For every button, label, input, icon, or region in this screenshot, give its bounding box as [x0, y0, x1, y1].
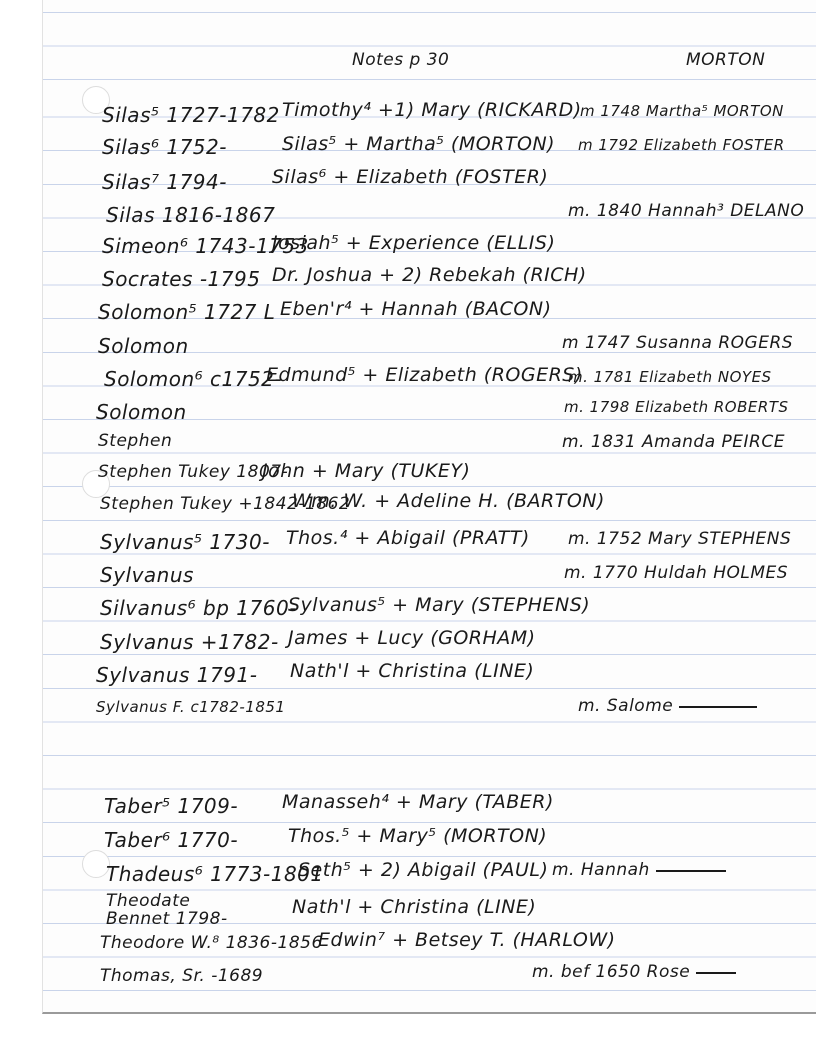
entry-parents: Nath'l + Christina (LINE) — [290, 660, 535, 682]
entry-marriage: m 1748 Martha⁵ MORTON — [580, 102, 784, 120]
entry-name: Silas⁶ 1752- — [102, 135, 227, 159]
blank-line — [696, 971, 736, 974]
entry-marriage: m 1747 Susanna ROGERS — [562, 333, 794, 353]
entry-name: Solomon⁶ c1752- — [104, 367, 283, 391]
blank-line — [679, 705, 757, 708]
entry-parents: Josiah⁵ + Experience (ELLIS) — [272, 232, 556, 254]
entry-marriage: m. 1781 Elizabeth NOYES — [568, 368, 772, 386]
entry-name: Sylvanus — [100, 563, 194, 587]
entry-marriage: m. 1770 Huldah HOLMES — [564, 563, 789, 583]
entry-parents: Dr. Joshua + 2) Rebekah (RICH) — [272, 264, 587, 286]
entry-marriage: m 1792 Elizabeth FOSTER — [578, 136, 785, 154]
entry-parents: Silas⁵ + Martha⁵ (MORTON) — [282, 133, 556, 155]
entry-name: Silas 1816-1867 — [106, 203, 276, 227]
entry-parents: Nath'l + Christina (LINE) — [292, 896, 537, 918]
entry-name: Taber⁵ 1709- — [104, 794, 239, 818]
page-notes-label: Notes p 30 — [352, 50, 450, 70]
entry-name: Thomas, Sr. -1689 — [100, 966, 264, 986]
entry-parents: Sylvanus⁵ + Mary (STEPHENS) — [288, 594, 591, 616]
entry-name: Solomon — [96, 400, 187, 424]
entry-marriage: m. 1752 Mary STEPHENS — [568, 529, 792, 549]
entry-marriage: m. 1798 Elizabeth ROBERTS — [564, 398, 789, 416]
entry-name: Solomon — [98, 334, 189, 358]
entry-parents: Manasseh⁴ + Mary (TABER) — [282, 791, 554, 813]
entry-name: Sylvanus⁵ 1730- — [100, 530, 270, 554]
entry-name: Silas⁵ 1727-1782 — [102, 103, 280, 127]
entry-name: Sylvanus 1791- — [96, 663, 258, 687]
entry-name: Silas⁷ 1794- — [102, 170, 227, 194]
entry-parents: John + Mary (TUKEY) — [262, 460, 471, 482]
entry-marriage: m. 1831 Amanda PEIRCE — [562, 432, 785, 452]
entry-name: Socrates -1795 — [102, 267, 261, 291]
entry-marriage: m. 1840 Hannah³ DELANO — [568, 201, 805, 221]
entry-name: Stephen Tukey +1842-1862 — [100, 494, 351, 514]
entry-parents: Edwin⁷ + Betsey T. (HARLOW) — [318, 929, 616, 951]
entry-parents: Thos.⁵ + Mary⁵ (MORTON) — [288, 825, 548, 847]
page-surname: MORTON — [686, 50, 766, 70]
entry-parents: Thos.⁴ + Abigail (PRATT) — [286, 527, 530, 549]
entry-parents: Silas⁶ + Elizabeth (FOSTER) — [272, 166, 549, 188]
entry-name: Solomon⁵ 1727 L — [98, 300, 276, 324]
entry-name: Thadeus⁶ 1773-1801 — [106, 862, 324, 886]
entry-name: Stephen — [98, 431, 173, 451]
entry-name: Stephen Tukey 1807- — [98, 462, 289, 482]
entry-marriage — [532, 962, 736, 982]
entry-marriage — [578, 696, 757, 716]
entry-name: Sylvanus F. c1782-1851 — [96, 698, 286, 716]
entry-parents: Timothy⁴ +1) Mary (RICKARD) — [282, 99, 582, 121]
entry-name: Simeon⁶ 1743-1753 — [102, 234, 309, 258]
entry-marriage — [552, 860, 726, 880]
entry-name: Theodore W.⁸ 1836-1856 — [100, 933, 323, 953]
entry-name: Taber⁶ 1770- — [104, 828, 239, 852]
entry-parents: Seth⁵ + 2) Abigail (PAUL) — [298, 859, 549, 881]
entry-marriage-text: m. Salome — [578, 696, 674, 716]
entry-marriage-text: m. Hannah — [552, 860, 650, 880]
entry-parents: Eben'r⁴ + Hannah (BACON) — [280, 298, 552, 320]
entry-parents: James + Lucy (GORHAM) — [288, 627, 536, 649]
entry-parents: Wm. W. + Adeline H. (BARTON) — [292, 490, 605, 512]
entry-name: Theodate Bennet 1798- — [106, 891, 228, 929]
blank-line — [656, 869, 726, 872]
entry-parents: Edmund⁵ + Elizabeth (ROGERS) — [266, 364, 583, 386]
entry-name: Silvanus⁶ bp 1760- — [100, 596, 297, 620]
entry-marriage-text: m. bef 1650 Rose — [532, 962, 691, 982]
entry-name: Sylvanus +1782- — [100, 630, 279, 654]
